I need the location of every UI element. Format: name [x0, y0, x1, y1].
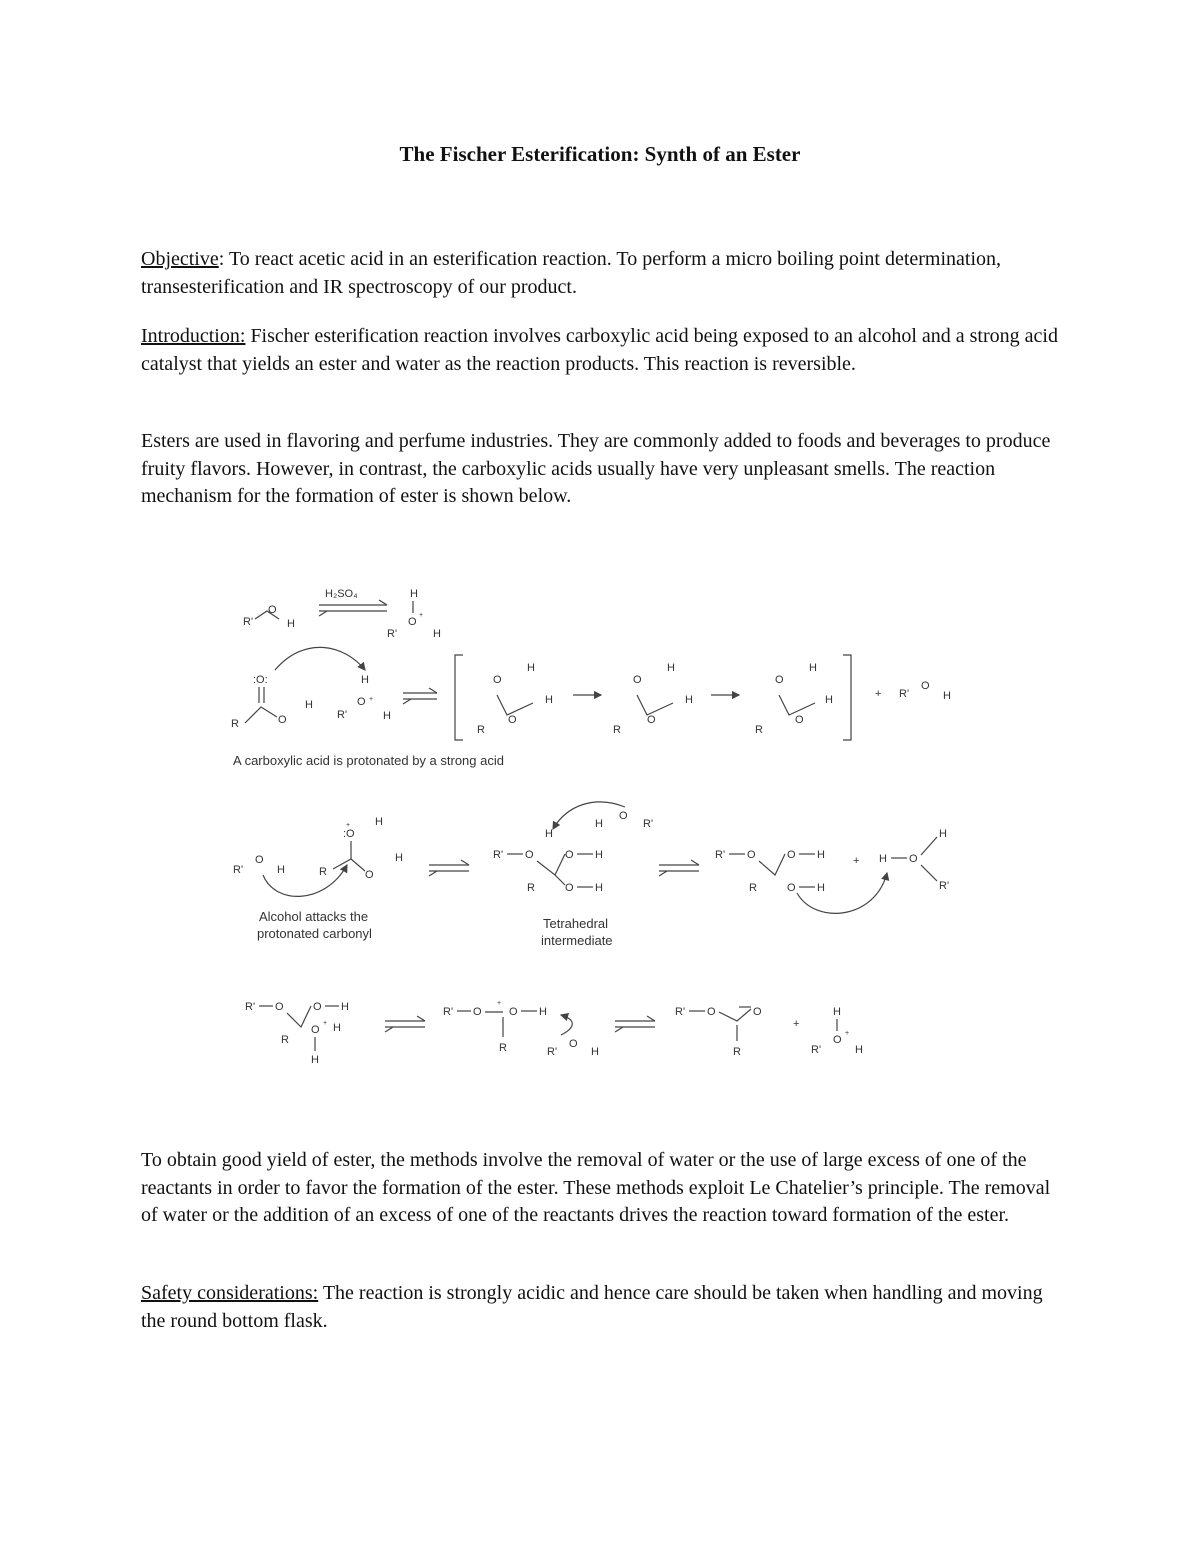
- svg-text:H: H: [943, 690, 951, 702]
- svg-text:H: H: [333, 1022, 341, 1034]
- safety-label: Safety considerations:: [141, 1282, 319, 1304]
- attack-caption-line1: Alcohol attacks the: [259, 909, 369, 924]
- svg-text:O: O: [313, 1001, 322, 1013]
- svg-text:R: R: [231, 718, 239, 730]
- svg-text:R: R: [499, 1042, 507, 1054]
- svg-text:R: R: [733, 1046, 741, 1058]
- svg-text:H: H: [595, 818, 603, 830]
- objective-label: Objective: [141, 248, 219, 270]
- svg-text:R': R': [443, 1006, 454, 1018]
- svg-text:H: H: [545, 828, 553, 840]
- yield-paragraph: To obtain good yield of ester, the methods involve the removal of water or the use of large excess of one of the reactants in order to favor the formation of the ester. These methods exploit Le Chatelier’s principle. The removal of water or the addition of an excess of one of the reactants drives the reaction toward formation of the ester.: [141, 1149, 1051, 1226]
- intermediate-caption-line1: Tetrahedral: [543, 916, 609, 931]
- svg-text:H: H: [361, 674, 369, 686]
- svg-text:O: O: [508, 714, 517, 726]
- svg-text:R': R': [337, 709, 348, 721]
- svg-text:R: R: [319, 866, 327, 878]
- svg-text:+: +: [793, 1018, 800, 1030]
- page-title: The Fischer Esterification: Synth of an Ester: [399, 142, 801, 166]
- svg-text:+: +: [853, 855, 860, 867]
- svg-text:R: R: [477, 724, 485, 736]
- svg-text:+: +: [497, 1000, 502, 1007]
- svg-text:R': R': [715, 849, 726, 861]
- svg-text:R: R: [281, 1034, 289, 1046]
- svg-text:H: H: [595, 849, 603, 861]
- svg-text:H: H: [667, 662, 675, 674]
- nucleophilic-attack-step: [233, 802, 949, 948]
- svg-text:H: H: [383, 710, 391, 722]
- intermediate-caption-line2: intermediate: [541, 933, 613, 948]
- svg-text:+: +: [875, 688, 882, 700]
- svg-text:O: O: [268, 604, 277, 616]
- svg-text:R: R: [527, 882, 535, 894]
- svg-text:O: O: [833, 1034, 842, 1046]
- svg-text:H: H: [595, 882, 603, 894]
- svg-text:R': R': [899, 688, 910, 700]
- svg-text:H: H: [433, 628, 441, 640]
- svg-text:O: O: [565, 849, 574, 861]
- svg-text:R': R': [387, 628, 398, 640]
- svg-text:H: H: [539, 1006, 547, 1018]
- svg-text:H: H: [825, 694, 833, 706]
- svg-text:R': R': [233, 864, 244, 876]
- svg-text:H: H: [833, 1006, 841, 1018]
- svg-text:O: O: [707, 1006, 716, 1018]
- svg-text:R': R': [643, 818, 654, 830]
- attack-caption-line2: protonated carbonyl: [257, 926, 372, 941]
- svg-text:R: R: [755, 724, 763, 736]
- svg-text:H: H: [277, 864, 285, 876]
- svg-text:O: O: [255, 854, 264, 866]
- water-loss-step: [245, 1000, 863, 1066]
- svg-text:O: O: [278, 714, 287, 726]
- svg-text:H: H: [341, 1001, 349, 1013]
- svg-text:O: O: [909, 853, 918, 865]
- svg-text:H: H: [809, 662, 817, 674]
- svg-text:H: H: [855, 1044, 863, 1056]
- svg-text::O: :O: [343, 828, 355, 840]
- svg-text:O: O: [509, 1006, 518, 1018]
- carbonyl-protonation-step: [231, 647, 951, 768]
- svg-text:H: H: [591, 1046, 599, 1058]
- svg-text:+: +: [845, 1030, 850, 1037]
- svg-text:O: O: [569, 1038, 578, 1050]
- svg-text:H: H: [527, 662, 535, 674]
- svg-text:O: O: [525, 849, 534, 861]
- svg-text:R': R': [811, 1044, 822, 1056]
- svg-text:R': R': [547, 1046, 558, 1058]
- svg-text::O:: :O:: [253, 674, 268, 686]
- svg-text:H: H: [287, 618, 295, 630]
- svg-text:H: H: [545, 694, 553, 706]
- svg-text:O: O: [493, 674, 502, 686]
- svg-text:O: O: [365, 869, 374, 881]
- svg-text:R': R': [245, 1001, 256, 1013]
- svg-text:O: O: [633, 674, 642, 686]
- reaction-mechanism-figure: [215, 575, 985, 1080]
- svg-text:O: O: [408, 616, 417, 628]
- svg-text:R: R: [613, 724, 621, 736]
- svg-text:H: H: [817, 849, 825, 861]
- svg-text:R': R': [939, 880, 950, 892]
- catalyst-label: H₂SO₄: [325, 588, 358, 600]
- svg-text:O: O: [753, 1006, 762, 1018]
- svg-text:O: O: [647, 714, 656, 726]
- svg-text:O: O: [619, 810, 628, 822]
- svg-text:O: O: [311, 1024, 320, 1036]
- objective-paragraph: [141, 246, 1061, 301]
- svg-text:+: +: [346, 822, 351, 829]
- safety-text: The reaction is strongly acidic and hence care should be taken when handling and moving the round bottom flask.: [141, 1282, 1043, 1332]
- introduction-paragraph: [141, 323, 1061, 378]
- svg-text:H: H: [685, 694, 693, 706]
- svg-text:H: H: [375, 816, 383, 828]
- svg-text:H: H: [311, 1054, 319, 1066]
- protonation-caption: A carboxylic acid is protonated by a strong acid: [233, 753, 504, 768]
- svg-text:R': R': [493, 849, 504, 861]
- svg-text:+: +: [323, 1020, 328, 1027]
- svg-text:O: O: [357, 696, 366, 708]
- safety-paragraph: [141, 1280, 1061, 1335]
- svg-text:H: H: [305, 699, 313, 711]
- svg-text:O: O: [565, 882, 574, 894]
- introduction-label: Introduction:: [141, 325, 246, 347]
- introduction-text: Fischer esterification reaction involves carboxylic acid being exposed to an alcohol and a strong acid catalyst that yields an ester and water as the reaction products. This reaction is reversible.: [141, 325, 1058, 375]
- svg-text:O: O: [921, 680, 930, 692]
- svg-text:R': R': [243, 616, 254, 628]
- svg-text:O: O: [747, 849, 756, 861]
- svg-text:+: +: [419, 612, 424, 619]
- svg-text:H: H: [395, 852, 403, 864]
- svg-text:H: H: [817, 882, 825, 894]
- svg-text:O: O: [787, 849, 796, 861]
- svg-text:+: +: [369, 696, 374, 703]
- svg-text:O: O: [473, 1006, 482, 1018]
- alcohol-protonation-step: [243, 588, 441, 640]
- svg-text:O: O: [795, 714, 804, 726]
- svg-text:O: O: [275, 1001, 284, 1013]
- svg-text:O: O: [775, 674, 784, 686]
- objective-text: : To react acetic acid in an esterification reaction. To perform a micro boiling point determination, transesterification and IR spectroscopy of our product.: [141, 248, 1002, 298]
- svg-text:O: O: [787, 882, 796, 894]
- svg-text:R: R: [749, 882, 757, 894]
- esters-paragraph: Esters are used in flavoring and perfume industries. They are commonly added to foods and beverages to produce fruity flavors. However, in contrast, the carboxylic acids usually have very unpleasant smells. The reaction mechanism for the formation of ester is shown below.: [141, 430, 1051, 507]
- svg-text:H: H: [939, 828, 947, 840]
- svg-text:R': R': [675, 1006, 686, 1018]
- svg-text:H: H: [879, 853, 887, 865]
- svg-text:H: H: [410, 588, 418, 600]
